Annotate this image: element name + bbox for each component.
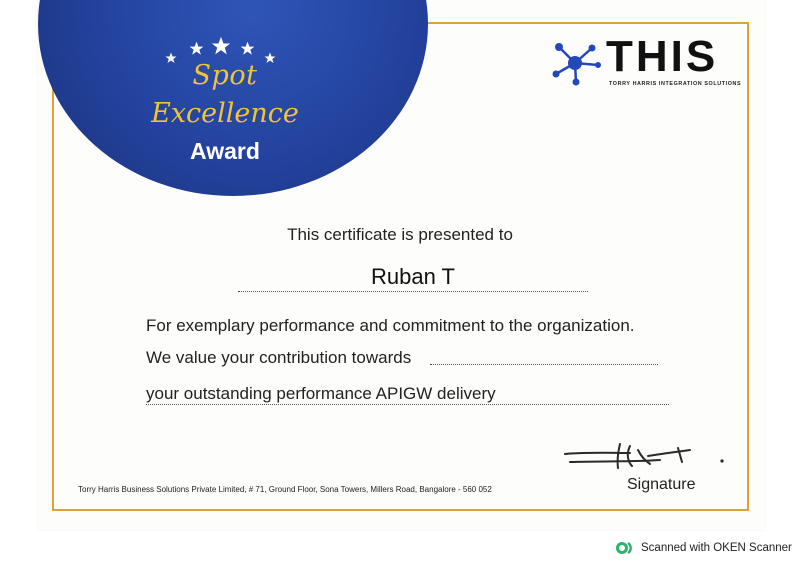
logo-subtitle: TORRY HARRIS INTEGRATION SOLUTIONS [609,81,742,87]
recipient-name: Ruban T [371,264,455,289]
statement-text: For exemplary performance and commitment to the organization. [146,316,635,335]
contribution-text: your outstanding performance APIGW delivery [146,384,496,403]
star-icon [240,41,255,56]
scanner-watermark [615,538,792,558]
signature-label: Signature [627,476,696,493]
presented-to-text: This certificate is presented to [287,225,513,244]
recipient-underline [238,291,588,292]
scanner-text: Scanned with OKEN Scanner [641,542,792,554]
oken-scanner-icon [615,541,635,555]
badge-excellence-text: Excellence [151,98,299,129]
badge-spot-text: Spot [192,60,258,91]
company-logo [548,32,742,96]
network-nodes-icon [548,40,602,86]
badge-award-text: Award [190,138,260,164]
star-icon [211,36,231,56]
contribution-prefix: We value your contribution towards [146,348,412,367]
company-address: Torry Harris Business Solutions Private Limited, # 71, Ground Floor, Sona Towers, Millers Road, Bangalore - 560 052 [78,485,492,494]
star-icon [189,41,204,56]
contribution-prefix-underline [430,364,658,365]
signature-drawing [560,440,730,480]
logo-wordmark: THIS [606,32,719,81]
contribution-underline [146,404,669,405]
